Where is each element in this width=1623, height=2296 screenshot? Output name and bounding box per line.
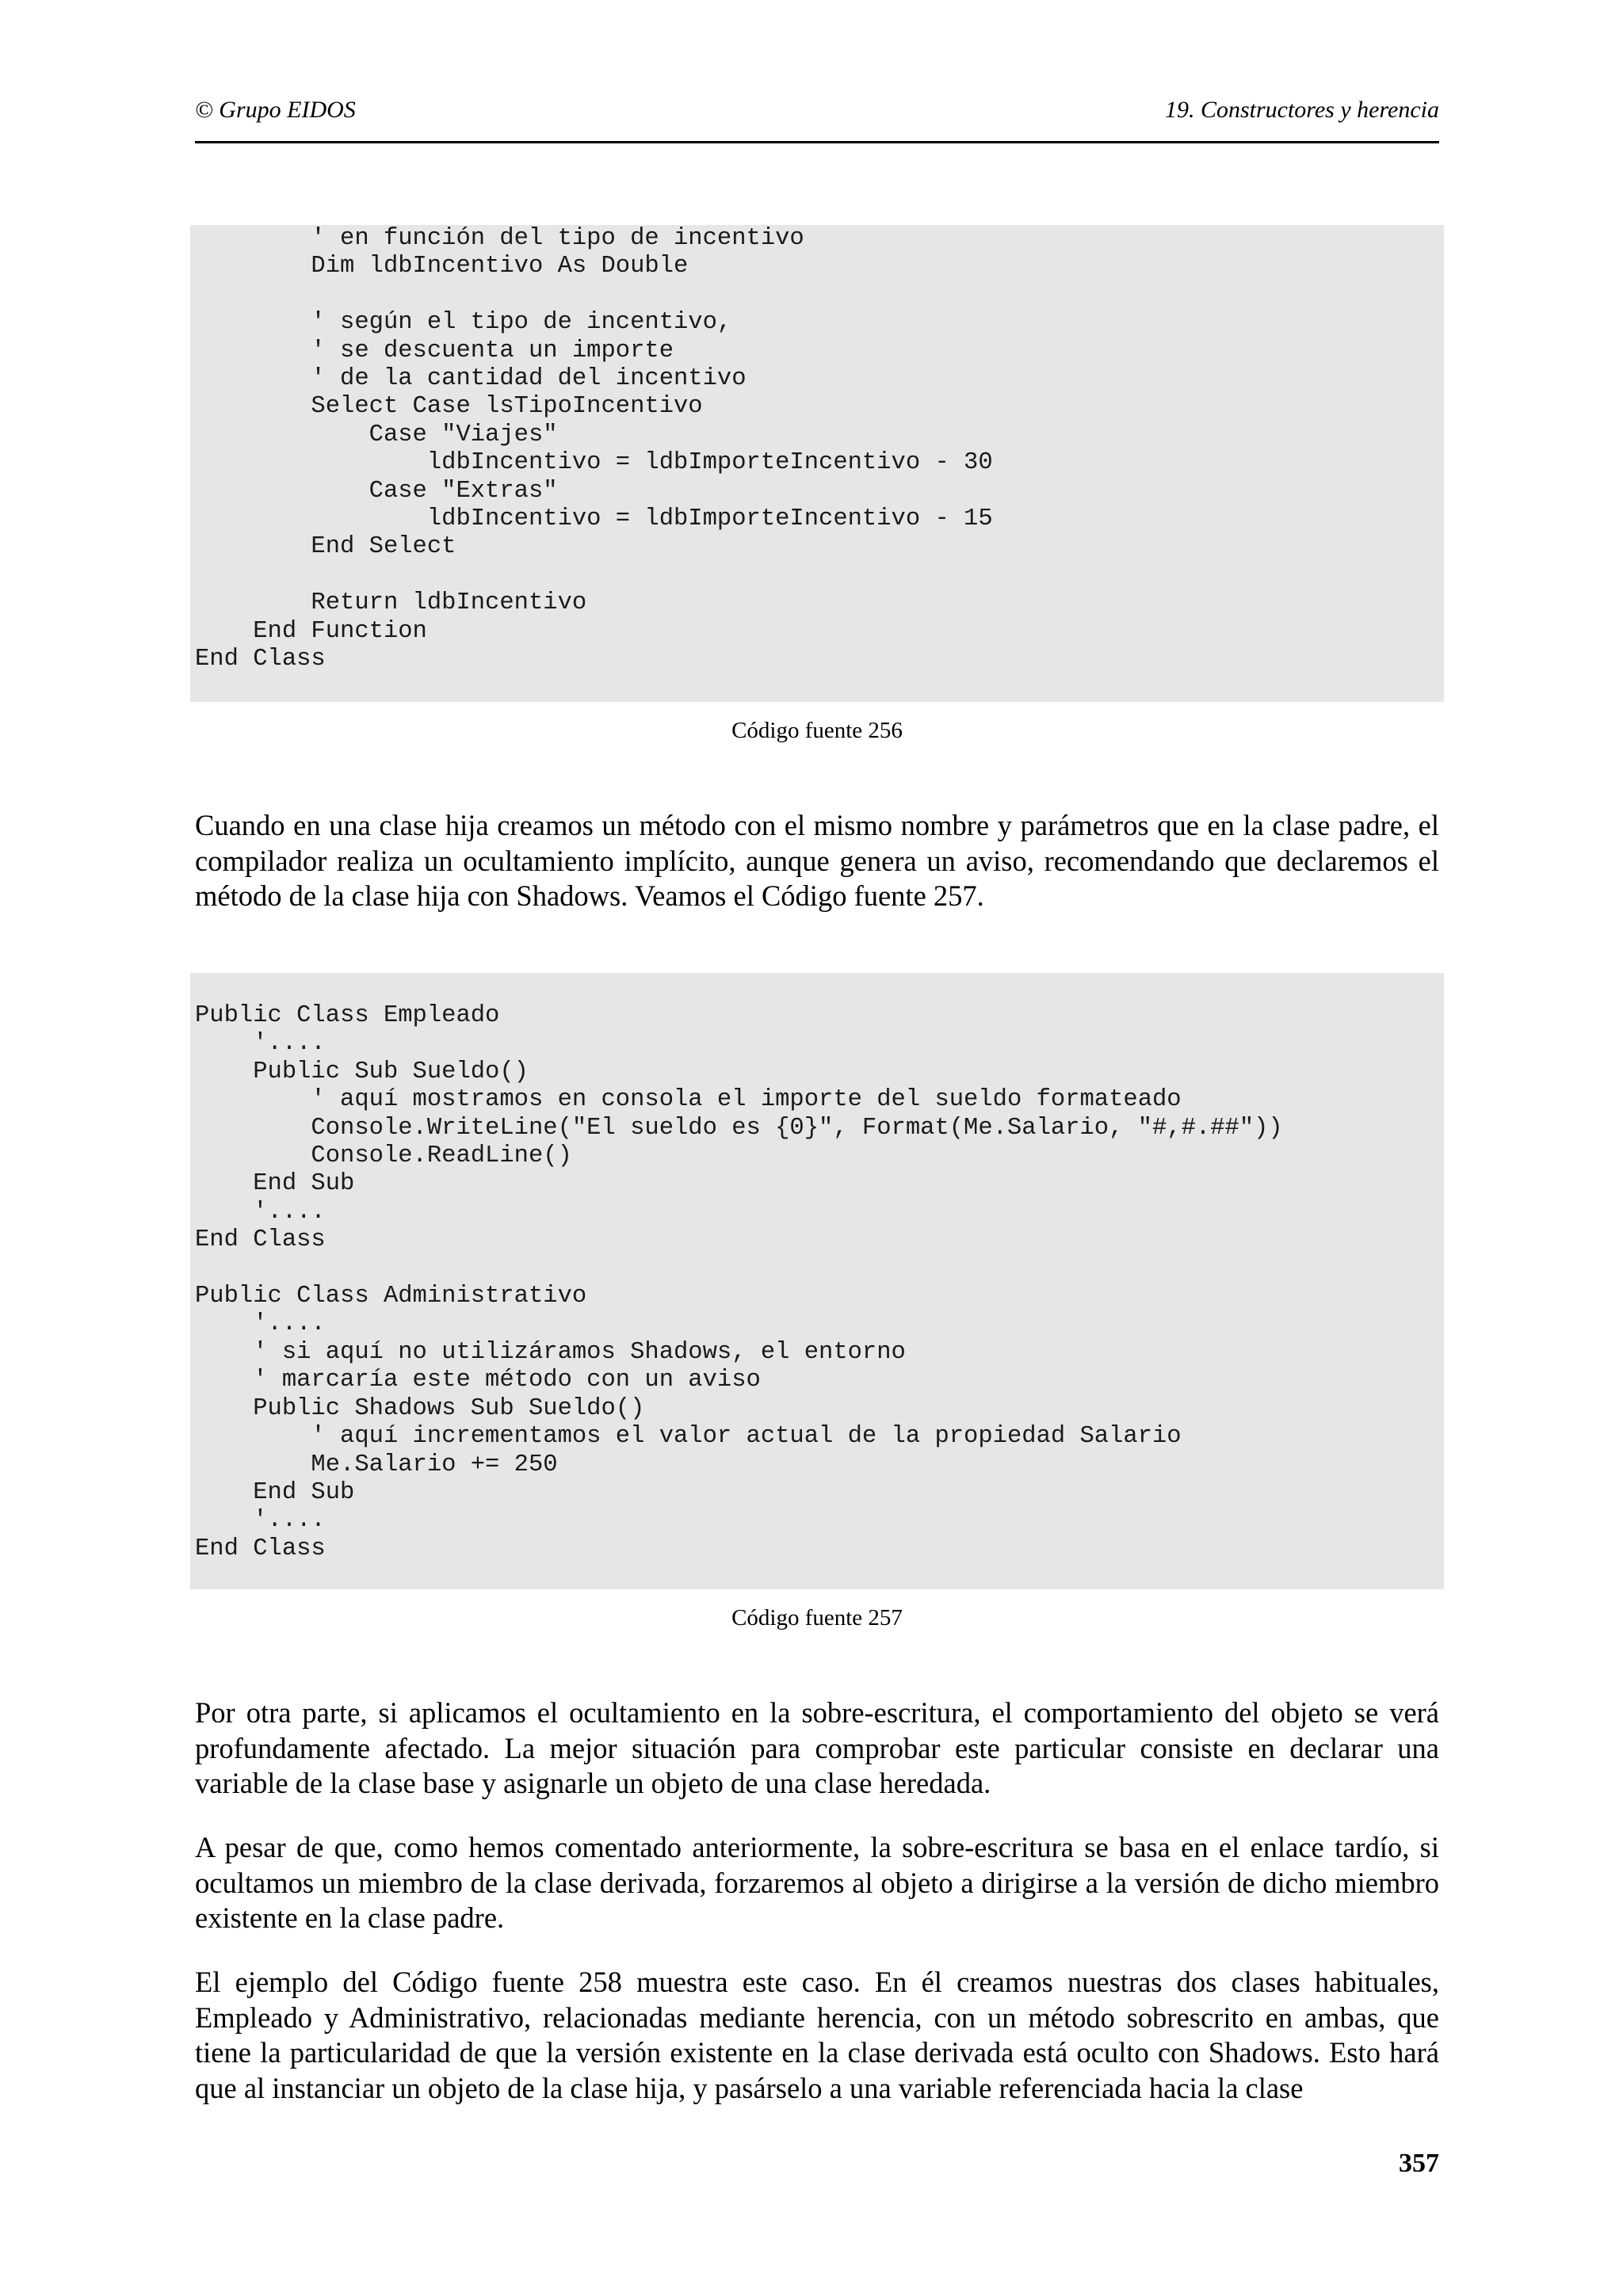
code-caption-257: Código fuente 257 bbox=[731, 1605, 903, 1630]
body-paragraph: A pesar de que, como hemos comentado anteriormente, la sobre-escritura se basa en el enlace tardío, si ocultamos un miembro de la clase derivada, forzaremos al objeto a dirigirse a la versión de dicho miembro existente en la clase padre. bbox=[195, 1831, 1439, 1934]
body-paragraph: Por otra parte, si aplicamos el ocultamiento en la sobre-escritura, el comportamiento del objeto se verá profundamente afectado. La mejor situación para comprobar este particular consiste en declarar una variable de la clase base y asignarle un objeto de una clase heredada. bbox=[195, 1696, 1439, 1799]
code-block-257: Public Class Empleado '.... Public Sub Sueldo() ' aquí mostramos en consola el importe del sueldo formateado Console.WriteLine("El sueldo es {0}", Format(Me.Salario, "#,#.##")) Console.ReadLine() End Sub '.... End Class Public Class Administrativo '.... ' si aquí no utilizáramos Shadows, el entorno ' marcaría este método con un aviso Public Shadows Sub Sueldo() ' aquí incrementamos el valor actual de la propiedad Salario Me.Salario += 250 End Sub '.... End Class bbox=[190, 973, 1444, 1589]
header-publisher: © Grupo EIDOS bbox=[195, 97, 356, 123]
body-paragraph: El ejemplo del Código fuente 258 muestra este caso. En él creamos nuestras dos clases habituales, Empleado y Administrativo, relacionadas mediante herencia, con un método sobrescrito en ambas, que tiene la particularidad de que la versión existente en la clase derivada está oculto con Shadows. Esto hará que al instanciar un objeto de la clase hija, y pasárselo a una variable referenciada hacia la clase bbox=[195, 1966, 1439, 2104]
header-chapter-title: 19. Constructores y herencia bbox=[1164, 97, 1439, 123]
code-block-256: ' en función del tipo de incentivo Dim ldbIncentivo As Double ' según el tipo de incentivo, ' se descuenta un importe ' de la cantidad del incentivo Select Case lsTipoIncentivo Case "Viajes" ldbIncentivo = ldbImporteIncentivo - 30 Case "Extras" ldbIncentivo = ldbImporteIncentivo - 15 End Select Return ldbIncentivo End Function End Class bbox=[190, 225, 1444, 702]
page-number: 357 bbox=[1399, 2149, 1439, 2178]
body-paragraph: Cuando en una clase hija creamos un método con el mismo nombre y parámetros que en la clase padre, el compilador realiza un ocultamiento implícito, aunque genera un aviso, recomendando que declaremos el método de la clase hija con Shadows. Veamos el Código fuente 257. bbox=[195, 809, 1439, 912]
page-header bbox=[195, 93, 1439, 143]
code-caption-256: Código fuente 256 bbox=[731, 718, 903, 743]
